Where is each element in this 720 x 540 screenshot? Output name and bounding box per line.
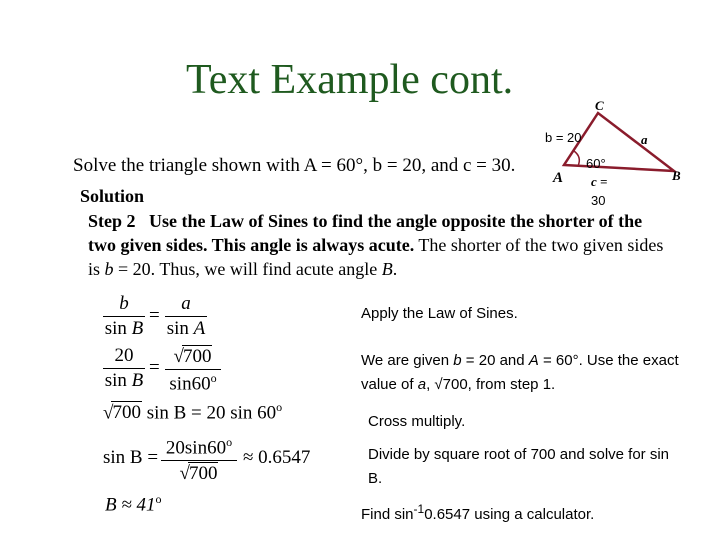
side-c-label: c =	[591, 174, 608, 189]
note-apply-law: Apply the Law of Sines.	[361, 305, 518, 322]
equation-4: sin B = 20sin60$^o$ √700 ≈ 0.6547	[103, 435, 311, 485]
step-var-b: b	[104, 259, 114, 279]
step-bold-text: Use the Law of Sines to find the angle opposite the shorter of the two given sides. This angle is always acute.	[88, 211, 643, 255]
vertex-a-label: A	[553, 170, 564, 186]
side-b-label: b = 20	[545, 130, 582, 145]
angle-a-label: 60°	[586, 156, 606, 171]
slide-title: Text Example cont.	[186, 57, 514, 103]
side-c-value: 30	[591, 193, 606, 208]
step-label: Step 2	[88, 211, 136, 231]
note-divide: Divide by square root of 700 and solve for sin B.	[368, 446, 670, 487]
triangle-diagram	[540, 95, 720, 205]
note-find-inverse: Find $\sin^{-1}0.6547$ using a calculator.	[361, 502, 595, 523]
side-a-label: a	[641, 132, 648, 147]
equation-5: $B \approx 41^o$	[105, 492, 162, 516]
note-given-values: We are given b = 20 and A = 60°. Use the exact value of a, √700, from step 1.	[361, 352, 679, 393]
equation-2: 20 sin B = √700 sin60$^o$	[103, 345, 223, 395]
solution-heading: Solution	[80, 186, 145, 206]
problem-statement: Solve the triangle shown with A = 60°, b = 20, and c = 30.	[73, 155, 516, 176]
step-plain-1: The shorter of the two given sides is	[88, 235, 664, 279]
sqrt-icon: √	[434, 376, 443, 393]
step-var-B: B	[381, 259, 393, 279]
step-plain-2: = 20. Thus, we will find acute angle	[118, 259, 378, 279]
vertex-b-label: B	[672, 168, 681, 183]
equation-3: √700 sin B = 20 sin 60$^o$	[103, 400, 283, 424]
step-2-text: Step 2 Use the Law of Sines to find the angle opposite the shorter of the two given sides. This angle is always acute. The shorter of the two given sides is b = 20. Thus, we will find acute angle B.	[88, 211, 664, 279]
note-cross-multiply: Cross multiply.	[368, 413, 466, 430]
equation-1: b sin B = a sin A	[104, 293, 206, 339]
vertex-c-label: C	[595, 98, 604, 113]
